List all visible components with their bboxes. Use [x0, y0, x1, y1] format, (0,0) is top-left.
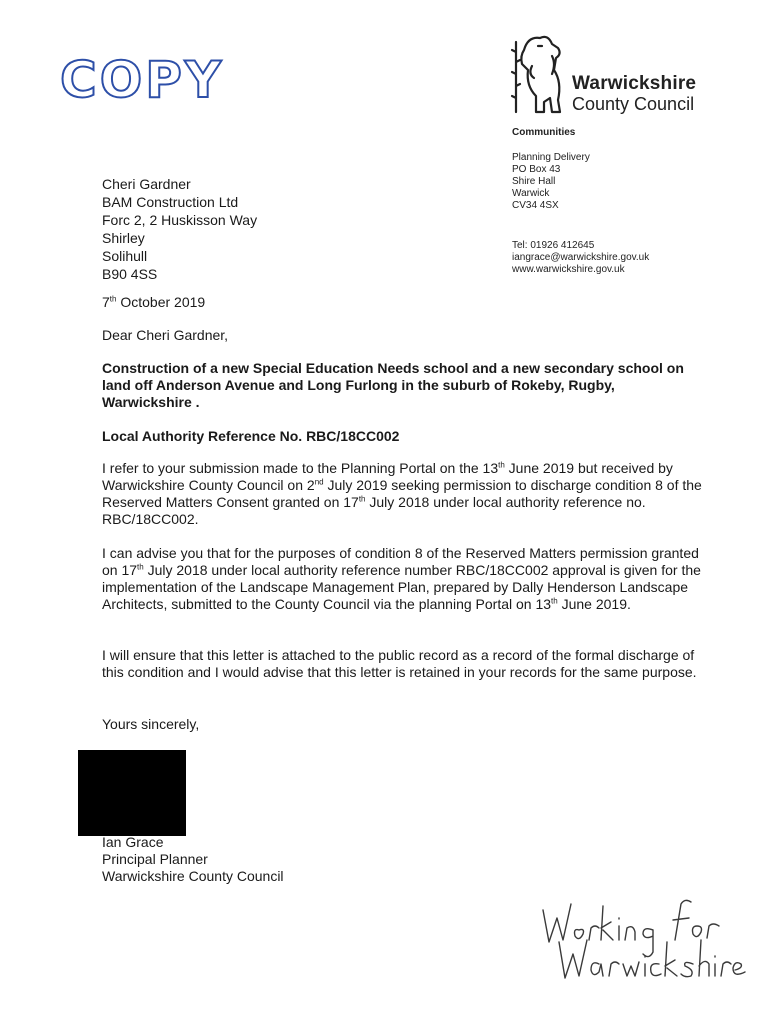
council-name-sub: County Council — [572, 94, 695, 114]
recipient-address — [102, 175, 257, 283]
reference-number: Local Authority Reference No. RBC/18CC002 — [102, 428, 400, 444]
signatory-title: Principal Planner — [102, 851, 208, 867]
slogan-text: Working for — [535, 880, 541, 881]
copy-stamp: COPY — [60, 51, 225, 109]
email-link[interactable]: iangrace@warwickshire.gov.uk — [512, 252, 650, 263]
telephone: Tel: 01926 412645 — [512, 240, 595, 251]
sender-address — [512, 152, 590, 212]
address-line: PO Box 43 — [512, 164, 561, 175]
salutation: Dear Cheri Gardner, — [102, 327, 229, 343]
letter-date: 7th October 2019 — [102, 294, 206, 310]
address-line: CV34 4SX — [512, 200, 559, 211]
recipient-line: Forc 2, 2 Huskisson Way — [102, 212, 258, 228]
recipient-line: BAM Construction Ltd — [102, 194, 239, 210]
website-link[interactable]: www.warwickshire.gov.uk — [512, 264, 625, 275]
recipient-line: Shirley — [102, 230, 145, 246]
paragraph-1: I refer to your submission made to the Planning Portal on the 13th June 2019 but received by Warwickshire County Council on 2nd July 2019 seeking permission to discharge condition 8 of the Reserved Matters Consent granted on 17th July 2018 under local authority reference no. RBC/18CC002. — [102, 460, 702, 527]
address-line: Warwick — [512, 188, 550, 199]
signatory-name: Ian Grace — [102, 834, 164, 850]
address-line: Planning Delivery — [512, 152, 590, 163]
sender-contact — [512, 240, 649, 276]
redacted-signature — [78, 750, 186, 836]
paragraph-2: I can advise you that for the purposes of condition 8 of the Reserved Matters permission granted on 17th July 2018 under local authority reference number RBC/18CC002 approval is given for the implementation of the Landscape Management Plan, prepared by Dally Henderson Landscape Architects, submitted to the County Council via the planning Portal on 13th June 2019. — [102, 545, 701, 612]
address-line: Shire Hall — [512, 176, 556, 187]
working-for-warwickshire-slogan — [535, 880, 750, 990]
recipient-line: Solihull — [102, 248, 148, 264]
council-name: Warwickshire — [572, 73, 697, 94]
recipient-line: Cheri Gardner — [102, 176, 191, 192]
letter-subject: Construction of a new Special Education Needs school and a new secondary school on land off Anderson Avenue and Long Furlong in the suburb of Rokeby, Rugby, Warwickshire . — [102, 360, 684, 410]
signatory-block — [102, 834, 284, 885]
signatory-organisation: Warwickshire County Council — [102, 868, 284, 884]
recipient-line: B90 4SS — [102, 266, 158, 282]
directorate: Communities — [512, 127, 576, 138]
closing: Yours sincerely, — [102, 716, 200, 732]
paragraph-3: I will ensure that this letter is attached to the public record as a record of the formal discharge of this condition and I would advise that this letter is retained in your records for the same purpose. — [102, 647, 697, 680]
